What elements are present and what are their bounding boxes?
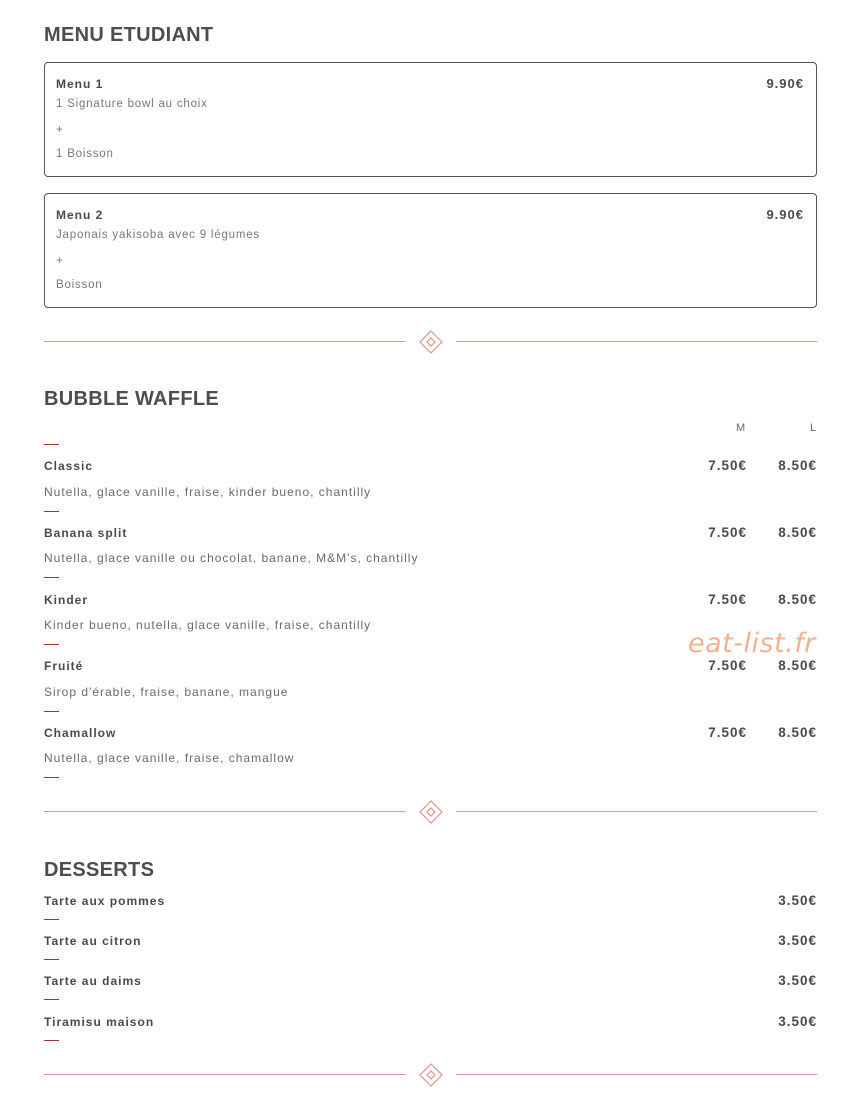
section-title-desserts: DESSERTS xyxy=(44,859,155,881)
waffle-price-m: 7.50€ xyxy=(708,525,747,540)
item-dash xyxy=(44,711,59,712)
menu-card-plus: + xyxy=(56,124,64,136)
dessert-price: 3.50€ xyxy=(778,973,817,988)
item-dash xyxy=(44,577,59,578)
item-dash xyxy=(44,1040,59,1041)
dessert-price: 3.50€ xyxy=(778,933,817,948)
watermark: eat-list.fr xyxy=(688,628,816,659)
section-separator xyxy=(44,330,817,354)
dessert-item-name: Tarte au citron xyxy=(44,934,142,948)
waffle-item-name: Classic xyxy=(44,459,94,473)
item-dash xyxy=(44,919,59,920)
item-dash xyxy=(44,777,59,778)
item-dash xyxy=(44,999,59,1000)
diamond-icon xyxy=(419,330,443,354)
waffle-price-l: 8.50€ xyxy=(778,658,817,673)
section-separator xyxy=(44,1063,817,1087)
waffle-item-name: Chamallow xyxy=(44,726,117,740)
column-header-l: L xyxy=(810,422,818,434)
item-dash xyxy=(44,511,59,512)
waffle-price-l: 8.50€ xyxy=(778,725,817,740)
diamond-icon xyxy=(419,1063,443,1087)
waffle-item-desc: Kinder bueno, nutella, glace vanille, fraise, chantilly xyxy=(44,618,372,632)
item-dash xyxy=(44,444,59,445)
section-title-menu-etudiant: MENU ETUDIANT xyxy=(44,24,214,46)
waffle-price-m: 7.50€ xyxy=(708,658,747,673)
waffle-price-l: 8.50€ xyxy=(778,458,817,473)
waffle-item-desc: Nutella, glace vanille, fraise, chamallow xyxy=(44,751,295,765)
dessert-price: 3.50€ xyxy=(778,893,817,908)
section-title-bubble-waffle: BUBBLE WAFFLE xyxy=(44,388,219,410)
menu-card-2 xyxy=(44,193,817,308)
menu-card-plus: + xyxy=(56,255,64,267)
section-separator xyxy=(44,800,817,824)
menu-card-name: Menu 2 xyxy=(56,208,104,222)
waffle-item-name: Fruité xyxy=(44,659,84,673)
item-dash xyxy=(44,959,59,960)
waffle-price-m: 7.50€ xyxy=(708,725,747,740)
menu-card-line: 1 Signature bowl au choix xyxy=(56,98,208,110)
menu-card-line: Boisson xyxy=(56,279,103,291)
menu-card-price: 9.90€ xyxy=(766,76,804,91)
menu-card-price: 9.90€ xyxy=(766,207,804,222)
waffle-price-l: 8.50€ xyxy=(778,592,817,607)
menu-card-name: Menu 1 xyxy=(56,77,104,91)
dessert-item-name: Tarte aux pommes xyxy=(44,894,166,908)
waffle-item-name: Kinder xyxy=(44,593,89,607)
waffle-item-desc: Nutella, glace vanille, fraise, kinder bueno, chantilly xyxy=(44,485,372,499)
waffle-item-desc: Nutella, glace vanille ou chocolat, banane, M&M's, chantilly xyxy=(44,551,419,565)
waffle-price-m: 7.50€ xyxy=(708,458,747,473)
waffle-price-m: 7.50€ xyxy=(708,592,747,607)
waffle-item-name: Banana split xyxy=(44,526,128,540)
menu-card-line: 1 Boisson xyxy=(56,148,114,160)
waffle-price-l: 8.50€ xyxy=(778,525,817,540)
dessert-price: 3.50€ xyxy=(778,1014,817,1029)
dessert-item-name: Tarte au daims xyxy=(44,974,142,988)
menu-card-line: Japonais yakisoba avec 9 légumes xyxy=(56,229,260,241)
column-header-m: M xyxy=(736,422,747,434)
waffle-item-desc: Sirop d'érable, fraise, banane, mangue xyxy=(44,685,289,699)
menu-card-1 xyxy=(44,62,817,177)
dessert-item-name: Tiramisu maison xyxy=(44,1015,155,1029)
diamond-icon xyxy=(419,800,443,824)
item-dash xyxy=(44,644,59,645)
